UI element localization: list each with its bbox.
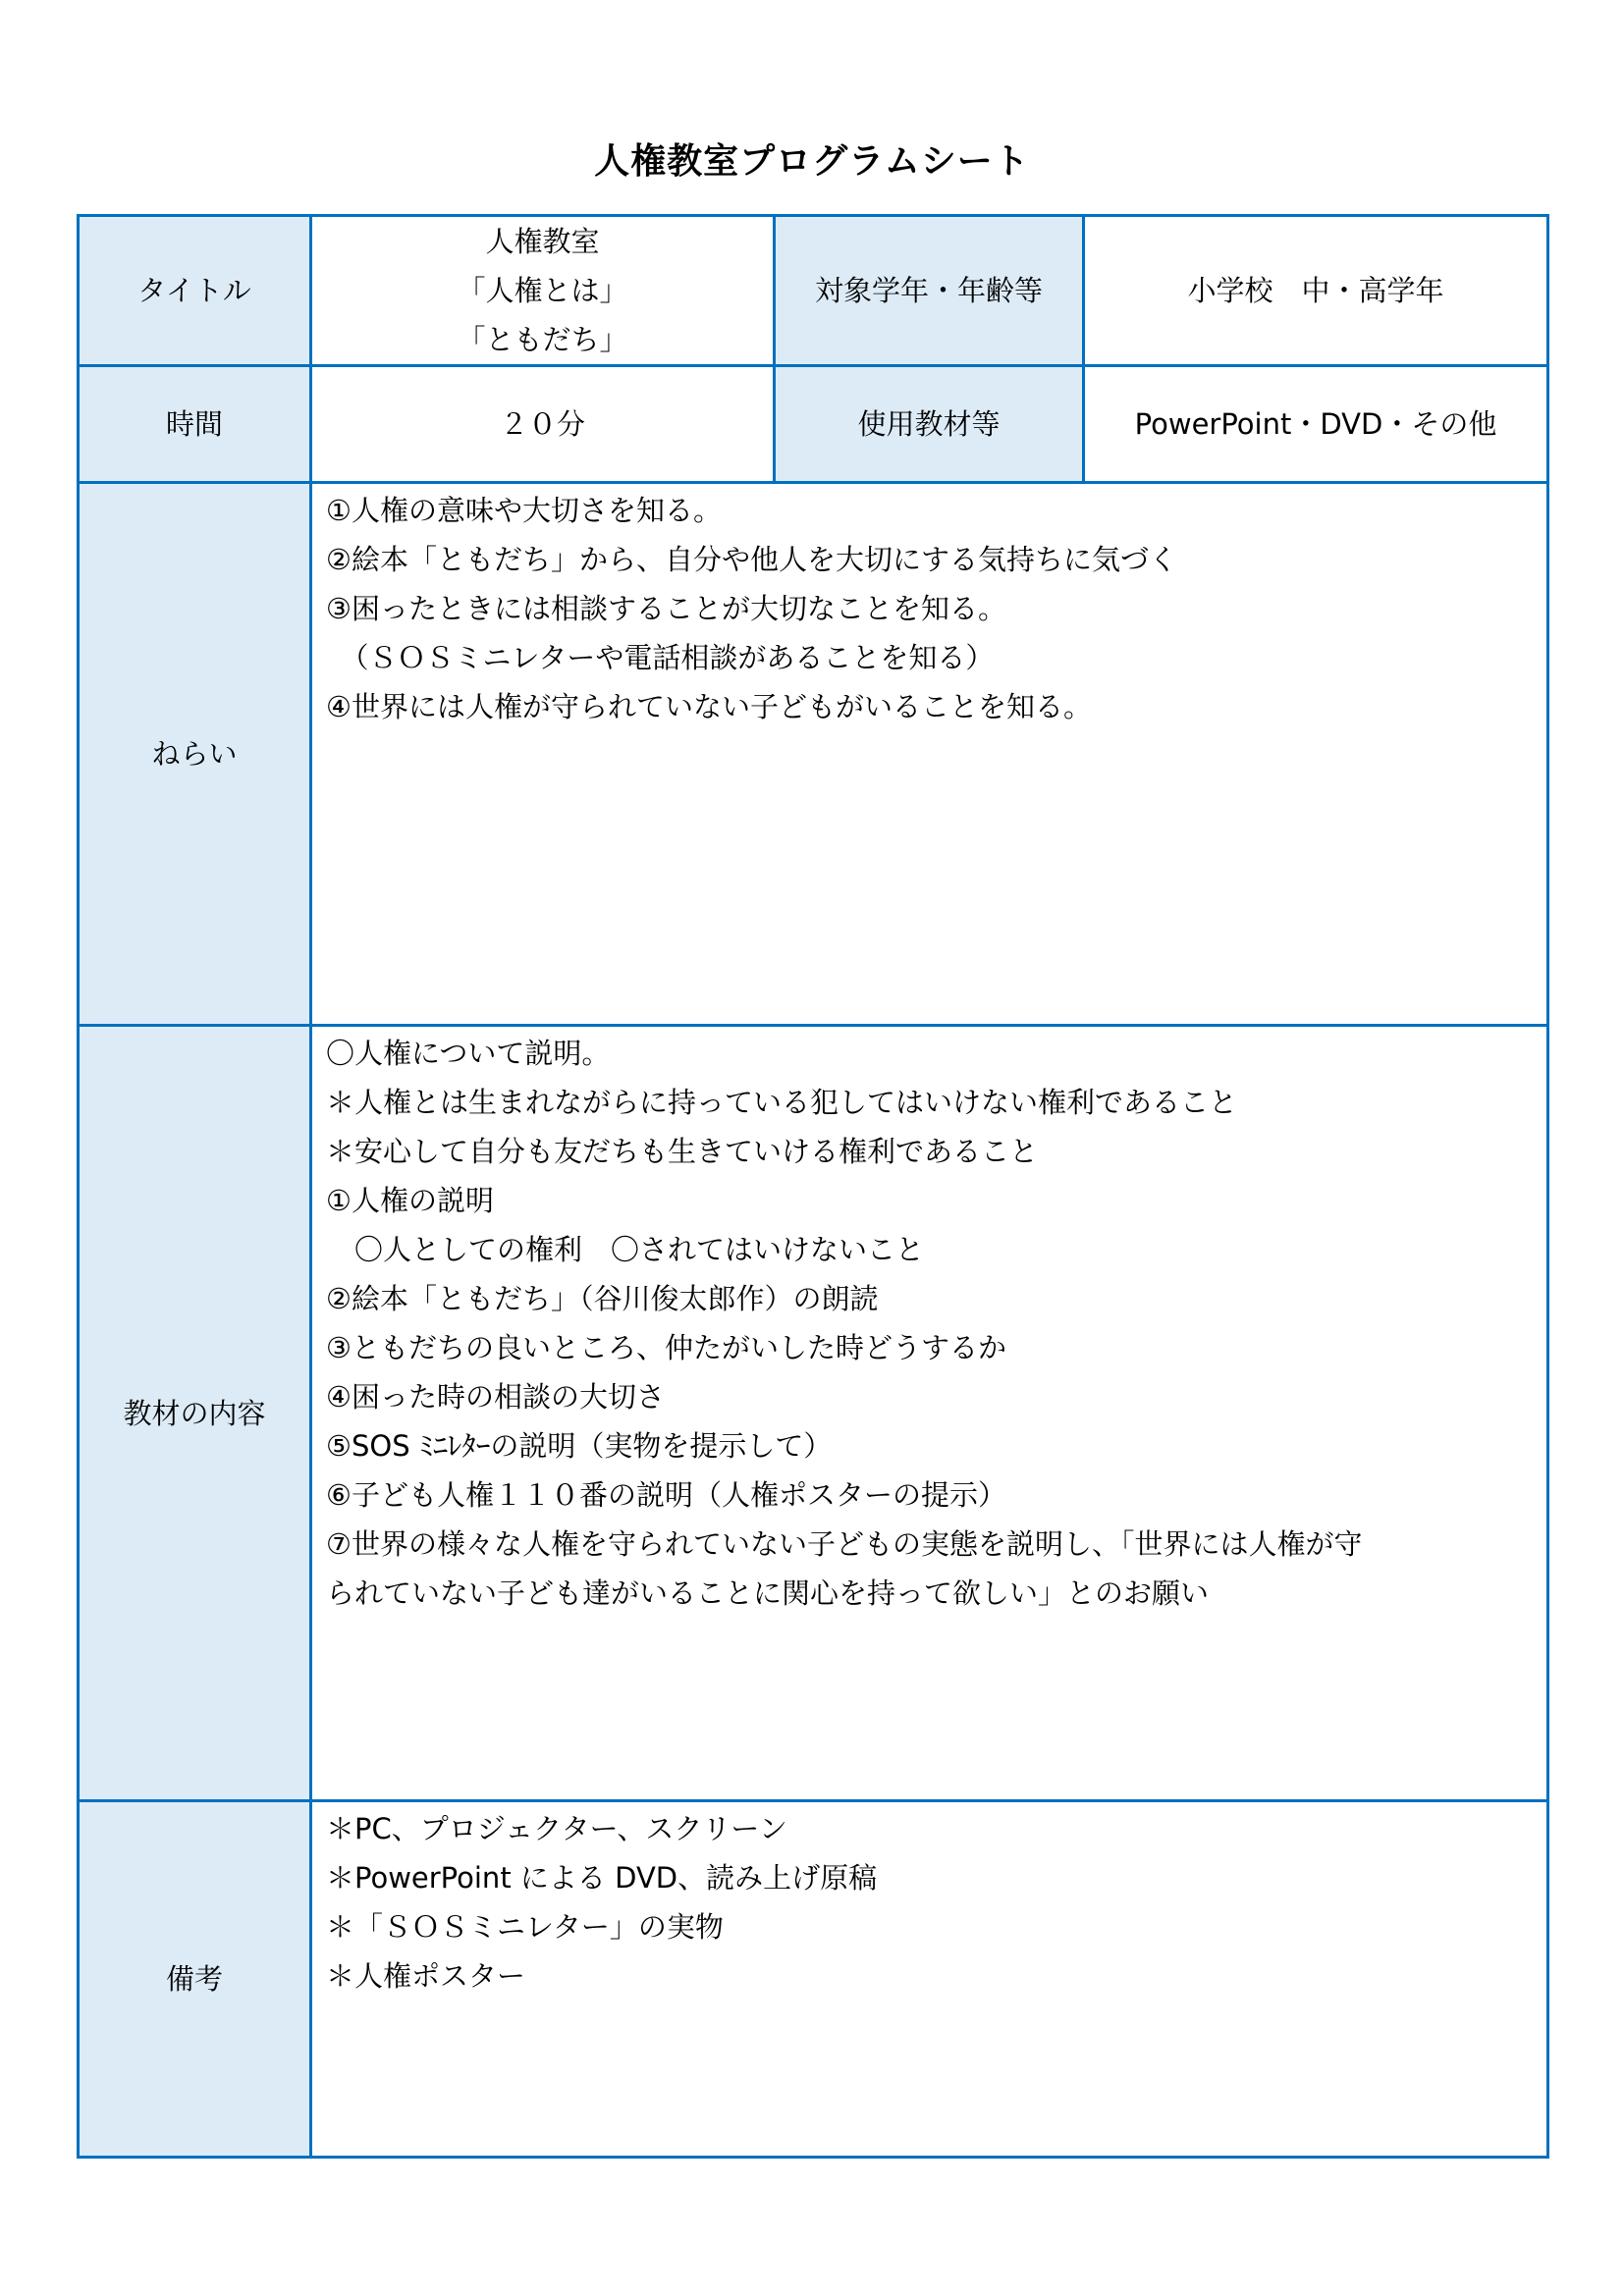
title-value-line: 「人権とは」 xyxy=(457,274,628,307)
row-notes xyxy=(79,1801,1548,2158)
content-item: ②絵本「ともだち」（谷川俊太郎作）の朗読 xyxy=(326,1282,879,1315)
aims-label: ねらい xyxy=(151,737,238,771)
time-label-cell xyxy=(79,366,311,483)
time-value-cell xyxy=(311,366,775,483)
content-item: ⑦世界の様々な人権を守られていない子どもの実態を説明し、「世界には人権が守 xyxy=(326,1527,1363,1561)
title-label: タイトル xyxy=(137,274,251,307)
notes-body-cell xyxy=(311,1801,1548,2158)
program-sheet-table xyxy=(77,214,1549,2159)
content-item: ⑤SOS ﾐﾆﾚﾀｰの説明（実物を提示して） xyxy=(326,1429,833,1463)
content-item: られていない子ども達がいることに関心を持って欲しい」とのお願い xyxy=(326,1576,1210,1610)
content-item: ＊人権とは生まれながらに持っている犯してはいけない権利であること xyxy=(326,1086,1238,1119)
target-value: 小学校 中・高学年 xyxy=(1187,274,1444,307)
aims-label-cell xyxy=(79,483,311,1026)
page-title: 人権教室プログラムシート xyxy=(594,141,1030,182)
content-item: 〇人としての権利 〇されてはいけないこと xyxy=(326,1233,925,1266)
note-item: ＊「ＳＯＳミニレター」の実物 xyxy=(326,1910,724,1944)
content-label: 教材の内容 xyxy=(123,1396,266,1430)
title-label-cell xyxy=(79,216,311,366)
content-item: ③ともだちの良いところ、仲たがいした時どうするか xyxy=(326,1331,1006,1364)
title-value-line: 「ともだち」 xyxy=(457,323,628,356)
title-value-line: 人権教室 xyxy=(485,225,600,258)
aim-item: （ＳＯＳミニレターや電話相談があることを知る） xyxy=(326,641,995,674)
content-label-cell xyxy=(79,1026,311,1801)
target-value-cell xyxy=(1084,216,1548,366)
notes-label-cell xyxy=(79,1801,311,2158)
target-label: 対象学年・年齢等 xyxy=(814,274,1043,307)
time-value: ２０分 xyxy=(499,407,585,441)
notes-label: 備考 xyxy=(165,1962,223,1996)
content-item: ＊安心して自分も友だちも生きていける権利であること xyxy=(326,1135,1039,1168)
target-label-cell xyxy=(775,216,1084,366)
content-body-cell xyxy=(311,1026,1548,1801)
title-value-cell xyxy=(311,216,775,366)
aim-item: ①人権の意味や大切さを知る。 xyxy=(326,494,722,527)
row-time xyxy=(79,366,1548,483)
note-item: ＊PowerPoint による DVD、読み上げ原稿 xyxy=(326,1861,878,1895)
materials-label-cell xyxy=(775,366,1084,483)
content-item: ①人権の説明 xyxy=(326,1184,494,1217)
content-item: ④困った時の相談の大切さ xyxy=(326,1380,665,1414)
materials-value-cell xyxy=(1084,366,1548,483)
row-aims xyxy=(79,483,1548,1026)
time-label: 時間 xyxy=(165,407,223,441)
aims-content-cell xyxy=(311,483,1548,1026)
aim-item: ③困ったときには相談することが大切なことを知る。 xyxy=(326,592,1006,625)
content-item: 〇人権について説明。 xyxy=(326,1037,611,1070)
aim-item: ②絵本「ともだち」から、自分や他人を大切にする気持ちに気づく xyxy=(326,543,1177,576)
materials-label: 使用教材等 xyxy=(857,407,1001,441)
content-item: ⑥子ども人権１１０番の説明（人権ポスターの提示） xyxy=(326,1478,1006,1512)
aim-item: ④世界には人権が守られていない子どもがいることを知る。 xyxy=(326,690,1092,723)
materials-value: PowerPoint・DVD・その他 xyxy=(1134,407,1497,441)
note-item: ＊人権ポスター xyxy=(326,1959,526,1993)
row-content xyxy=(79,1026,1548,1801)
note-item: ＊PC、プロジェクター、スクリーン xyxy=(326,1812,787,1845)
row-title xyxy=(79,216,1548,366)
